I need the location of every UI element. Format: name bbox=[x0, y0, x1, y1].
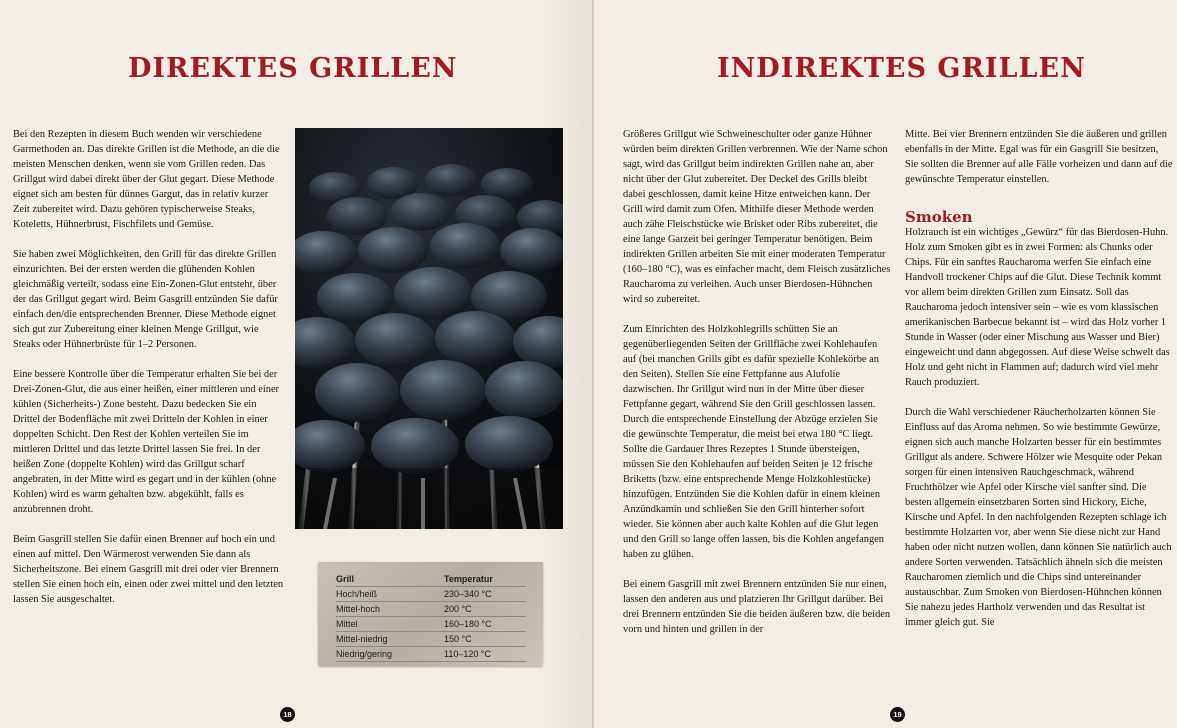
page-number-right: 19 bbox=[890, 707, 905, 722]
paragraph: Mitte. Bei vier Brennern entzünden Sie die äußeren und grillen ebenfalls in der Mitte. Egal was für ein Gasgrill Sie besitzen, Sie sollten die Brenner auf alle Fälle vorheizen und dann auf die gewünschte Temperatur einstellen. bbox=[905, 129, 1173, 185]
paragraph: Bei einem Gasgrill mit zwei Brennern entzünden Sie nur einen, lassen den anderen aus und platzieren Ihr Grillgut darüber. Bei drei Brennern entzünden Sie die beiden äußeren bzw. die beiden vorn und hinten und grillen in der bbox=[623, 579, 891, 635]
table-header: Grill bbox=[336, 572, 444, 587]
paragraph: Holzrauch ist ein wichtiges „Gewürz“ für das Bierdosen-Huhn. Holz zum Smoken gibt es in zwei Formen: als Chunks oder Chips. Für ein sanftes Raucharoma werfen Sie einfach eine Handvoll trockener Chips auf die Glut. Diese Technik kommt vor allem beim direkten Grillen zum Einsatz. Soll das Raucharoma jedoch intensiver sein – wie es vom klassischen amerikanischen Barbecue bekannt ist – wird das Holz vorher 1 Stunde in Wasser (oder einer Mischung aus Wasser und Bier) eingeweicht und dann abgegossen. Auf diese Weise schwelt das Holz und geht nicht in Flammen auf; dadurch wird viel mehr Rauch produziert. bbox=[905, 227, 1170, 388]
paragraph: Größeres Grillgut wie Schweineschulter oder ganze Hühner würden beim direkten Grillen verbrennen. Wie der Name schon sagt, wird das Grillgut beim indirekten Grillen nahe an, aber nicht über der Glut zubereitet. Der Deckel des Grills bleibt dabei geschlossen, damit keine Hitze entweichen kann. Der Grill wird damit zum Ofen. Mithilfe dieser Methode werden auch zähe Fleischstücke wie Brisket oder Ribs zubereitet, die eine lange Garzeit bei geringer Temperatur benötigen. Beim indirekten Grillen arbeiten Sie mit einer moderaten Temperatur (160–180 °C), was es einfacher macht, dem Fleisch zusätzliches Raucharoma zu verleihen. Auch unser Bierdosen-Hühnchen wird so zubereitet. bbox=[623, 129, 891, 305]
table-row bbox=[336, 587, 526, 602]
table-header-row bbox=[336, 572, 526, 587]
temperature-table-card bbox=[318, 562, 543, 666]
paragraph: Bei den Rezepten in diesem Buch wenden wir verschiedene Garmethoden an. Das direkte Grillen ist die Methode, an die die meisten Menschen denken, wenn sie vom Grillen reden. Das Grillgut wird dabei direkt über der Glut gegart. Diese Methode eignet sich am besten für dünnes Gargut, das in relativ kurzer Zeit zubereitet wird. Dazu gehören typischerweise Steaks, Koteletts, Hühnerbrust, Fischfilets und Gemüse. bbox=[13, 129, 280, 230]
table-row bbox=[336, 617, 526, 632]
paragraph: Zum Einrichten des Holzkohlegrills schütten Sie an gegenüberliegenden Seiten der Grillfläche zwei Kohlehaufen auf (bei manchen Grills gibt es dafür spezielle Kohlekörbe an den Seiten). Stellen Sie eine Fettpfanne aus Alufolie dazwischen. Ihr Grillgut wird nun in der Mitte über dieser Fettpfanne gegart, während Sie den Grill geschlossen lassen. Durch die entsprechende Einstellung der Abzüge erzielen Sie die gewünschte Temperatur, die meist bei etwa 180 °C liegt. Sollte die Gardauer Ihres Rezeptes 1 Stunde übersteigen, müssen Sie den Kohlehaufen auf beiden Seiten je 12 frische Briketts (bzw. eine entsprechende Menge Holzkohlestücke) hinzufügen. Entzünden Sie die Kohlen dafür in einem kleinen Anzündkamin und schließen Sie den Grill hinterher sofort wieder. Sie können aber auch kalte Kohlen auf die Glut legen und den Grill so lange offen lassen, bis die Kohlen angefangen haben zu glühen. bbox=[623, 324, 884, 560]
charcoal-briquettes-photo bbox=[295, 128, 563, 529]
paragraph: Eine bessere Kontrolle über die Temperatur erhalten Sie bei der Drei-Zonen-Glut, die aus einer heißen, einer mittleren und einer kühlen (Sicherheits-) Zone besteht. Dazu bedecken Sie ein Drittel der Bodenfläche mit zwei Dritteln der Kohlen in einer doppelten Schicht. Den Rest der Kohlen verteilen Sie im mittleren Drittel und das letzte Drittel lassen Sie frei. In der heißen Zone (doppelte Kohlen) wird das Grillgut scharf angebraten, in der Mitte wird es gegart und in der kühlen (ohne Kohlen) wird es warm gehalten bzw. abgekühlt, falls es anzubrennen droht. bbox=[13, 369, 280, 515]
left-page-title: DIREKTES GRILLEN bbox=[128, 53, 458, 84]
table-cell: Mittel-hoch bbox=[336, 602, 444, 617]
table-cell: 160–180 °C bbox=[444, 617, 526, 632]
table-row bbox=[336, 647, 526, 662]
table-cell: Hoch/heiß bbox=[336, 587, 444, 602]
right-column-2 bbox=[905, 127, 1173, 630]
paragraph: Durch die Wahl verschiedener Räucherholzarten können Sie Einfluss auf das Aroma nehmen. So wie bestimmte Gewürze, eignen sich auch manche Holzarten besser für ein bestimmtes Grillgut als andere. Schwere Hölzer wie Mesquite oder Pekan sorgen für einen intensiven Rauchgeschmack, während Fruchthölzer wie Apfel oder Kirsche viel sanfter sind. Die besten allgemein einsetzbaren Sorten sind Hickory, Eiche, Kirsche und Apfel. In den nachfolgenden Rezepten schlage ich bestimmte Holzarten vor, aber wenn Sie diese nicht zur Hand haben oder nicht nutzen wollen, dann können Sie natürlich auch andere Sorten verwenden. Tatsächlich ähneln sich die meisten Raucharomen ziemlich und die Chips sind untereinander austauschbar. Zum Smoken von Bierdosen-Hühnchen können Sie nahezu jedes Hartholz verwenden und das Resultat ist immer gleich gut. Sie bbox=[905, 407, 1172, 628]
right-page-title: INDIREKTES GRILLEN bbox=[717, 53, 1086, 84]
right-page bbox=[594, 0, 1177, 728]
paragraph: Beim Gasgrill stellen Sie dafür einen Brenner auf hoch ein und einen auf mittel. Den Wärmerost verwenden Sie dann als Sicherheitszone. Bei einem Gasgrill mit drei oder vier Brennern stellen Sie einen hoch ein, einen oder zwei mittel und den letzten lassen Sie ausgeschaltet. bbox=[13, 534, 284, 605]
section-heading-smoken: Smoken bbox=[905, 208, 973, 226]
temperature-table bbox=[336, 572, 526, 662]
table-cell: 150 °C bbox=[444, 632, 526, 647]
table-cell: Mittel bbox=[336, 617, 444, 632]
fold-shadow bbox=[540, 0, 592, 728]
table-cell: 230–340 °C bbox=[444, 587, 526, 602]
table-row bbox=[336, 632, 526, 647]
table-cell: Niedrig/gering bbox=[336, 647, 444, 662]
right-column-1 bbox=[623, 127, 892, 637]
left-body-text bbox=[13, 127, 285, 607]
table-cell: 200 °C bbox=[444, 602, 526, 617]
paragraph: Sie haben zwei Möglichkeiten, den Grill für das direkte Grillen einzurichten. Bei der ersten werden die glühenden Kohlen gleichmäßig verteilt, sodass eine Ein-Zonen-Glut entsteht, über der das Grillgut gegart wird. Beim Gasgrill entzünden Sie dafür einfach den/die entsprechenden Brenner. Diese Methode eignet sich gut zur Zubereitung einer kleinen Menge Grillgut, wie Steaks oder Hühnerbrüste für 1–2 Personen. bbox=[13, 249, 278, 350]
page-number-left: 18 bbox=[280, 707, 295, 722]
table-row bbox=[336, 602, 526, 617]
table-cell: Mittel-niedrig bbox=[336, 632, 444, 647]
table-header: Temperatur bbox=[444, 572, 526, 587]
table-cell: 110–120 °C bbox=[444, 647, 526, 662]
